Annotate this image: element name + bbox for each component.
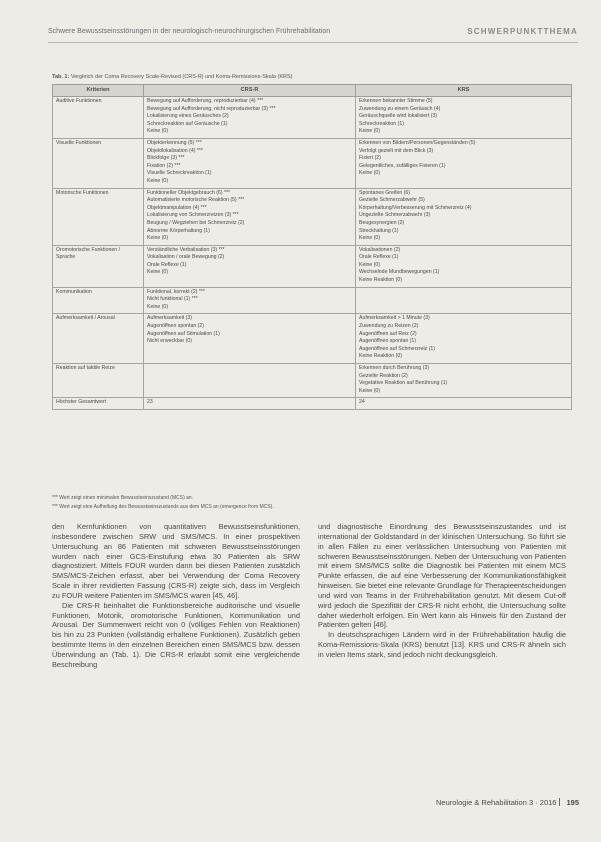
body-paragraph: den Kernfunktionen von quantitativen Bewusstseinsfunktionen, insbesondere zwischen SRW und SMS/MCS. In einer prospektiven Untersuchung an 86 Patienten mit schweren Bewusstseinsstörungen wurden nach einer GCS-Einstufung etwa 30 Patienten als SRW diagnostiziert. Mittels FOUR wurden dann bei diesen Patienten zusätzlich SMS/MCS-Zeichen erfasst, aber bei Verwendung der Coma Recovery Scale in ihrer revidierten Fassung (CRS-R) zeigte sich, dass im Vergleich zu FOUR weitere Patienten im SMS/MCS waren [45, 46]. [52, 522, 300, 600]
row-category: Auditive Funktionen [53, 97, 144, 139]
score-item: Spontanes Greifen (6) [359, 189, 411, 196]
body-paragraph: Die CRS-R beinhaltet die Funktionsbereiche auditorische und visuelle Funktionen, Motorik, oromotorische Funktionen, Kommunikation und Arousal. Der Summenwert reicht von 0 (völliges Fehlen von Reaktionen) bis hin zu 23 Punkten (vollständig erhaltene Funktionen). Zusätzlich geben bestimmte Items in den einzelnen Bereichen einen SMS/MCS bzw. dessen Überwindung an (Tab. 1). Die CRS-R erlaubt somit eine vergleichende Beschreibung [52, 600, 300, 669]
header-criteria: Kriterien [53, 85, 144, 97]
table-caption [52, 74, 572, 80]
table-header-row [53, 85, 572, 97]
table-footnotes [52, 494, 572, 512]
footnote: *** Wert zeigt einen minimalen Bewusstseinszustand (MCS) an. [52, 495, 194, 501]
score-item: Nicht funktional (1) *** [147, 296, 198, 303]
score-item: Orale Reflexe (1) [359, 254, 399, 261]
table-row [53, 138, 572, 188]
score-item: Erkennen bekannter Stimme (5) [359, 98, 433, 104]
score-item: Augenöffnen auf Stimulation (1) [147, 330, 220, 337]
score-item: Beugung / Wegziehen bei Schmerzreiz (2) [147, 219, 245, 226]
journal-name: Neurologie & Rehabilitation 3 · 2016 [435, 798, 557, 807]
score-item: Streckhaltung (1) [359, 227, 399, 234]
score-item: Ungezielte Schmerzabwehr (3) [359, 212, 431, 219]
score-item: Fixiert (2) [359, 155, 381, 162]
running-header-title: Schwere Bewusstseinsstörungen in der neurologisch-neurochirurgischen Frührehabilitation [48, 28, 331, 35]
section-label: SCHWERPUNKTTHEMA [467, 27, 578, 36]
footnote: *** Wert zeigt eine Aufhellung des Bewusstseinszustands aus dem MCS an (emergence from MCS). [52, 504, 274, 510]
crsr-cell [144, 97, 356, 139]
table-row [53, 398, 572, 410]
score-item: Erkennen durch Berührung (3) [359, 365, 430, 371]
score-item: Orale Reflexe (1) [147, 261, 187, 268]
score-item: Automatisierte motorische Reaktion (5) *** [147, 197, 245, 204]
score-item: Verständliche Verbalisation (3) *** [147, 246, 225, 253]
score-item: Keine (0) [147, 303, 169, 310]
crsr-cell [144, 245, 356, 287]
score-item: Funktioneller Objektgebrauch (6) *** [147, 189, 231, 196]
score-item: 23 [147, 399, 153, 406]
crsr-cell [144, 398, 356, 410]
score-item: Keine (0) [359, 235, 381, 242]
table-row [53, 245, 572, 287]
score-item: Keine (0) [359, 387, 381, 394]
krs-cell [356, 138, 572, 188]
score-item: Keine (0) [359, 170, 381, 177]
krs-cell [356, 245, 572, 287]
header-krs: KRS [356, 85, 572, 97]
krs-cell [356, 188, 572, 245]
running-header [48, 28, 578, 40]
score-item: Keine (0) [147, 269, 169, 276]
row-category: Aufmerksamkeit / Arousal [53, 314, 144, 364]
row-category: Kommunikation [53, 287, 144, 314]
score-item: Lokalisierung eines Geräusches (2) [147, 113, 229, 120]
score-item: Vegetative Reaktion auf Berührung (1) [359, 380, 448, 387]
score-item: Objektmanipulation (4) *** [147, 204, 207, 211]
table-row [53, 188, 572, 245]
score-item: Objektlokalisation (4) *** [147, 147, 203, 154]
score-item: Keine Reaktion (0) [359, 353, 402, 360]
score-item: Verfolgt gezielt mit dem Blick (3) [359, 147, 434, 154]
score-item: Visuelle Schreckreaktion (1) [147, 170, 212, 177]
crsr-cell [144, 364, 356, 398]
header-rule [48, 42, 578, 43]
krs-cell [356, 398, 572, 410]
score-item: Aufmerksamkeit > 1 Minute (3) [359, 315, 430, 322]
score-item: Wechselnde Mundbewegungen (1) [359, 269, 440, 276]
score-item: 24 [359, 399, 365, 406]
krs-cell [356, 364, 572, 398]
score-item: Zuwendung zu Reizen (2) [359, 323, 419, 330]
body-column-left [52, 522, 300, 670]
table-row [53, 364, 572, 398]
table-caption-text: Vergleich der Coma Recovery Scale-Revised (CRS-R) und Koma-Remissions-Skala (KRS) [70, 74, 293, 80]
score-item: Lokalisierung von Schmerzreizen (3) *** [147, 212, 239, 219]
score-item: Vokalisation / orale Bewegung (2) [147, 254, 225, 261]
score-item: Augenöffnen auf Schmerzreiz (1) [359, 345, 436, 352]
score-item: Erkennen von Bildern/Personen/Gegenständen (5) [359, 139, 476, 146]
row-category: Reaktion auf taktile Reize [53, 364, 144, 398]
header-crsr: CRS-R [144, 85, 356, 97]
body-paragraph: und diagnostische Einordnung des Bewusstseinszustandes und ist international der Goldstandard in der klinischen Untersuchung. So führt sie in allen Fällen zu einer verlässlichen Untersuchung von Patienten mit schweren Bewusstseinsstörungen. Neben der Untersuchung von Patienten mit einem SMS/MCS sollte die Diagnostik bei Patienten mit einem MCS Punkte erfassen, die auf eine Verbesserung der Kommunikationsfähigkeit hinweisen. Sie bietet eine relevante Grundlage für Therapieentscheidungen und wird von Teams in der Frührehabilitation genutzt. Mit diesem Cut-off wird jedoch die Spezifität der CRS-R nicht erhöht, die Untersuchung sollte daher wiederholt erfolgen. Ein Wert kann als Hinweis für den Zustand der Patienten gelten [46]. [318, 522, 566, 630]
score-item: Schreckreaktion (1) [359, 120, 404, 127]
page-number: 195 [566, 798, 579, 807]
score-item: Keine (0) [359, 128, 381, 135]
table-row [53, 287, 572, 314]
score-item: Gezielte Reaktion (2) [359, 372, 408, 379]
crsr-cell [144, 188, 356, 245]
row-category: Visuelle Funktionen [53, 138, 144, 188]
body-paragraph: In deutschsprachigen Ländern wird in der Frührehabilitation häufig die Koma-Remissions-Skala (KRS) benutzt [13]. KRS und CRS-R ähneln sich in vielen Items stark, sind jedoch nicht deckungsgleich. [318, 630, 566, 659]
score-item: Augenöffnen auf Reiz (2) [359, 330, 417, 337]
table-caption-label: Tab. 1: [52, 74, 70, 80]
score-item: Vokalisationen (2) [359, 246, 401, 253]
body-column-right [318, 522, 566, 660]
score-item: Geräuschquelle wird lokalisiert (3) [359, 113, 438, 120]
score-item: Schreckreaktion auf Geräusche (1) [147, 120, 228, 127]
krs-cell [356, 287, 572, 314]
score-item: Fixation (2) *** [147, 162, 181, 169]
score-item: Abnorme Körperhaltung (1) [147, 227, 210, 234]
score-item: Zuwendung zu einem Geräusch (4) [359, 105, 441, 112]
score-item: Gelegentliches, zufälliges Fixieren (1) [359, 162, 446, 169]
score-item: Objekterkennung (5) *** [147, 139, 202, 146]
krs-cell [356, 97, 572, 139]
crsr-cell [144, 314, 356, 364]
page-footer [436, 798, 579, 807]
score-item: Nicht erweckbar (0) [147, 338, 192, 345]
score-item: Keine (0) [359, 261, 381, 268]
row-category: Oromotorische Funktionen / Sprache [53, 245, 144, 287]
table-row [53, 314, 572, 364]
crsr-cell [144, 287, 356, 314]
row-category: Höchster Gesamtwert [53, 398, 144, 410]
score-item: Blickfolge (3) *** [147, 155, 185, 162]
score-item: Körperhaltung/Verbesserung mit Schmerzreiz (4) [359, 204, 472, 211]
score-item: Aufmerksamkeit (3) [147, 315, 192, 322]
score-item: Keine (0) [147, 235, 169, 242]
score-item: Bewegung auf Aufforderung, nicht reproduzierbar (3) *** [147, 105, 276, 112]
crsr-cell [144, 138, 356, 188]
score-item: Augenöffnen spontan (2) [147, 323, 205, 330]
score-item: Beugesynergien (2) [359, 219, 405, 226]
footer-divider [559, 798, 560, 806]
score-item: Keine (0) [147, 177, 169, 184]
score-item: Keine Reaktion (0) [359, 277, 402, 284]
score-item: Augenöffnen spontan (1) [359, 338, 417, 345]
score-item: Keine (0) [147, 128, 169, 135]
score-item: Gezielte Schmerzabwehr (5) [359, 197, 425, 204]
row-category: Motorische Funktionen [53, 188, 144, 245]
score-item: Funktional, korrekt (2) *** [147, 288, 205, 295]
table-row [53, 97, 572, 139]
score-item: Bewegung auf Aufforderung, reproduzierbar (4) *** [147, 98, 264, 104]
table-body [53, 97, 572, 410]
comparison-table [52, 84, 572, 410]
krs-cell [356, 314, 572, 364]
